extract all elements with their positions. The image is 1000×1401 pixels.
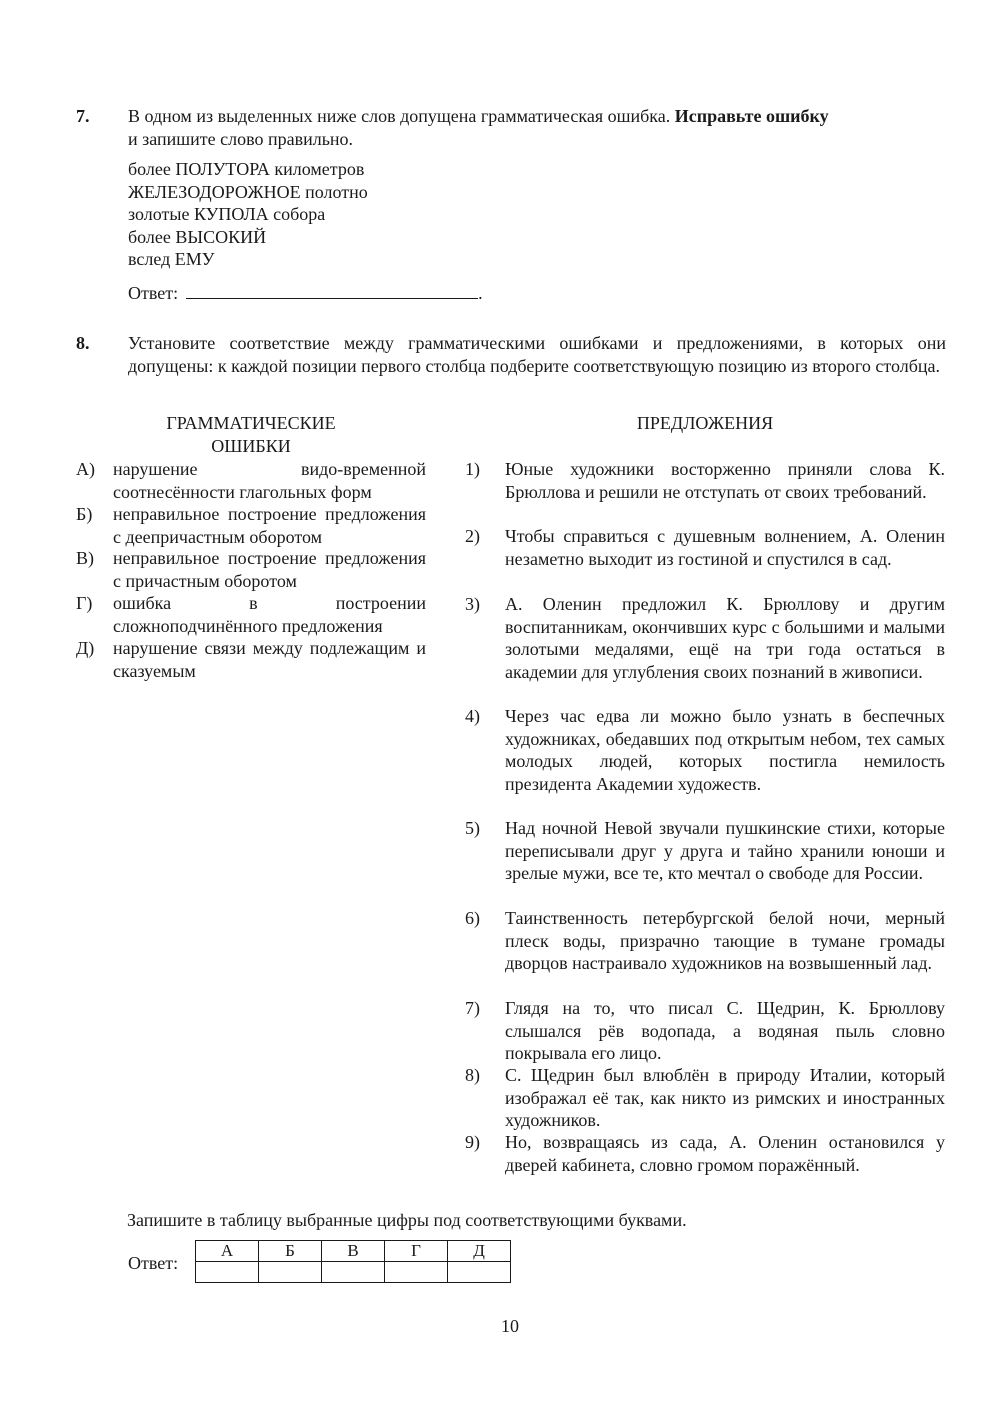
- error-item: [76, 503, 426, 548]
- errors-header-line2: ОШИБКИ: [211, 435, 291, 456]
- sentence-label: 4): [465, 706, 480, 726]
- answer-cell-v[interactable]: [322, 1262, 385, 1283]
- task-8-prompt: Установите соответствие между грамматическими ошибками и предложениями, в которых они допущены: к каждой позиции первого столбца подберите соответствующую позицию из второго столбца.: [128, 333, 946, 376]
- sentence-item: [465, 705, 945, 795]
- sentence-label: 6): [465, 908, 480, 928]
- sentence-label: 5): [465, 818, 480, 838]
- sentence-item: [465, 593, 945, 683]
- error-label: В): [76, 548, 94, 568]
- errors-header-line1: ГРАММАТИЧЕСКИЕ: [166, 413, 336, 433]
- sentence-label: 2): [465, 526, 480, 546]
- sentence-text: Чтобы справиться с душевным волнением, А. Оленин незаметно выходит из гостиной и спустился в сад.: [505, 526, 945, 569]
- task-7-phrase-list: [128, 158, 946, 271]
- sentence-item: [465, 1131, 945, 1176]
- task-7-prompt-end: и запишите слово правильно.: [128, 128, 354, 149]
- task-7-number: 7.: [76, 106, 90, 126]
- error-item: [76, 592, 426, 637]
- answer-table: [195, 1240, 511, 1283]
- answer-table-header: В: [322, 1241, 385, 1262]
- error-label: Д): [76, 638, 95, 658]
- sentence-item: [465, 1064, 945, 1132]
- answer-cell-g[interactable]: [385, 1262, 448, 1283]
- page-number: 10: [501, 1316, 519, 1336]
- error-label: А): [76, 459, 95, 479]
- answer-cell-a[interactable]: [196, 1262, 259, 1283]
- error-item: [76, 458, 426, 503]
- sentence-text: Через час едва ли можно было узнать в беспечных художниках, обедавших под открытым небом, тех самых молодых людей, которых постигла немилость президента Академии художеств.: [505, 706, 945, 794]
- sentence-label: 7): [465, 998, 480, 1018]
- answer-table-header-row: [196, 1241, 511, 1262]
- error-text: ошибка в построении сложноподчинённого предложения: [113, 593, 426, 636]
- task-8-number: 8.: [76, 333, 90, 353]
- answer-table-header: Г: [385, 1241, 448, 1262]
- error-item: [76, 547, 426, 592]
- sentence-text: Юные художники восторженно приняли слова К. Брюллова и решили не отступать от своих требований.: [505, 459, 945, 502]
- phrase-item: вслед ЕМУ: [128, 249, 215, 269]
- phrase-item: более ПОЛУТОРА километров: [128, 159, 365, 179]
- sentences-column-header: ПРЕДЛОЖЕНИЯ: [636, 413, 774, 433]
- sentence-item: [465, 907, 945, 975]
- task-8-answer-label: Ответ:: [128, 1253, 179, 1273]
- answer-input-line[interactable]: [186, 282, 478, 299]
- answer-table-input-row: [196, 1262, 511, 1283]
- sentence-text: Над ночной Невой звучали пушкинские стихи, которые переписывали друг у друга и тайно хранили юноши и зрелые мужи, все те, кто мечтал о свободе для России.: [505, 818, 945, 883]
- error-text: нарушение видо-временной соотнесённости глагольных форм: [113, 459, 426, 502]
- answer-cell-d[interactable]: [448, 1262, 511, 1283]
- answer-table-header: А: [196, 1241, 259, 1262]
- task-7: [76, 105, 946, 305]
- sentence-label: 8): [465, 1065, 480, 1085]
- task-8: [76, 332, 946, 402]
- error-label: Г): [76, 593, 93, 613]
- errors-column-header: [76, 412, 426, 457]
- task-7-prompt: [128, 105, 946, 128]
- sentence-item: [465, 525, 945, 570]
- answer-label: Ответ:: [128, 282, 179, 303]
- task-7-prompt-text: В одном из выделенных ниже слов допущена грамматическая ошибка.: [128, 106, 675, 126]
- task-7-answer: [128, 282, 946, 305]
- sentence-text: Глядя на то, что писал С. Щедрин, К. Брюллову слышался рёв водопада, а водяная пыль словно покрывала его лицо.: [505, 998, 945, 1063]
- task-7-prompt-bold: Исправьте ошибку: [674, 106, 829, 126]
- error-label: Б): [76, 504, 93, 524]
- answer-table-header: Д: [448, 1241, 511, 1262]
- sentence-text: А. Оленин предложил К. Брюллову и другим воспитанникам, окончивших курс с большими и малыми золотыми медалями, ещё на три года остаться в академии для углубления своих познаний в живописи.: [505, 594, 945, 682]
- phrase-item: ЖЕЛЕЗОДОРОЖНОЕ полотно: [128, 181, 368, 202]
- sentence-text: С. Щедрин был влюблён в природу Италии, который изображал её так, как никто из римских и иностранных художников.: [505, 1065, 945, 1130]
- answer-end: .: [478, 282, 483, 303]
- error-text: нарушение связи между подлежащим и сказуемым: [113, 638, 426, 681]
- answer-table-header: Б: [259, 1241, 322, 1262]
- table-instruction: Запишите в таблицу выбранные цифры под соответствующими буквами.: [127, 1210, 687, 1230]
- sentence-label: 1): [465, 459, 480, 479]
- error-text: неправильное построение предложения с деепричастным оборотом: [113, 504, 426, 547]
- sentence-label: 9): [465, 1132, 480, 1152]
- sentence-text: Таинственность петербургской белой ночи, мерный плеск воды, призрачно тающие в тумане громады дворцов настраивало художников на возвышенный лад.: [505, 908, 945, 973]
- sentence-item: [465, 997, 945, 1065]
- sentence-item: [465, 458, 945, 503]
- phrase-item: золотые КУПОЛА собора: [128, 204, 326, 224]
- sentence-text: Но, возвращаясь из сада, А. Оленин остановился у дверей кабинета, словно громом поражённый.: [505, 1132, 945, 1175]
- phrase-item: более ВЫСОКИЙ: [128, 226, 267, 247]
- error-text: неправильное построение предложения с причастным оборотом: [113, 548, 426, 591]
- sentence-label: 3): [465, 594, 480, 614]
- answer-cell-b[interactable]: [259, 1262, 322, 1283]
- error-item: [76, 637, 426, 682]
- sentence-item: [465, 817, 945, 885]
- task-7-body: [128, 105, 946, 304]
